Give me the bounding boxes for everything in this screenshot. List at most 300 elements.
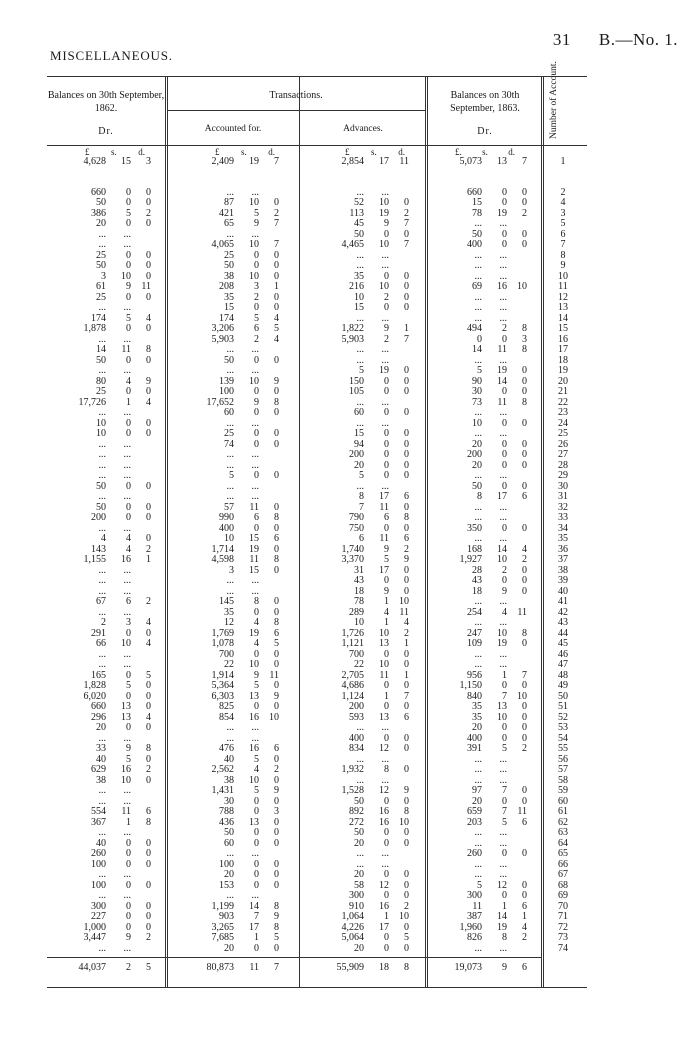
pence-value: 1 [146,554,151,565]
amount-cell [437,524,527,535]
amount-cell [61,807,151,818]
shillings-value: 4 [254,617,259,628]
shillings-value: 10 [249,774,259,786]
amount-cell [319,555,409,566]
shillings-value: 5 [254,312,259,324]
pounds-value: 30 [224,795,234,807]
shillings-value: 0 [384,459,389,471]
amount-cell [189,744,279,755]
amount-cell [61,555,151,566]
shillings-value: 0 [126,186,131,198]
account-number: 31 [558,491,568,502]
amount-cell [319,765,409,776]
amount-cell [61,692,151,703]
pence-value: 0 [274,438,279,450]
shillings-value: 16 [379,900,389,912]
pence-value: 6 [522,900,527,912]
pence-value: 0 [404,890,409,901]
pounds-value: 2,562 [211,764,234,775]
pounds-value: 4,226 [341,921,364,933]
shillings-value: 0 [384,837,389,849]
shillings-value: 0 [254,606,259,618]
shillings-value: 10 [379,281,389,292]
pence-value: 0 [146,197,151,208]
pence-value: 0 [404,302,409,313]
amount-cell [437,576,527,587]
pence-value: 0 [146,848,151,859]
shillings-value: 13 [379,711,389,723]
amount-cell [189,387,279,398]
shillings-value: 19 [249,627,259,639]
pounds-value: 1,431 [211,785,234,796]
pence-value: 0 [404,564,409,576]
pounds-value: 826 [467,932,482,943]
pence-value: 3 [274,806,279,817]
accounted-for-column [189,157,279,954]
pence-value: 0 [274,302,279,313]
shillings-value: 16 [249,711,259,723]
pounds-value: ... [356,480,364,492]
pounds-value: 5 [359,365,364,376]
shillings-value: 0 [502,239,507,250]
pounds-value: 43 [354,575,364,586]
pence-value: 0 [404,375,409,387]
amount-cell [437,251,527,262]
pence-value: 0 [522,365,527,376]
amount-cell [319,681,409,692]
amount-cell [189,345,279,356]
amount-cell [437,891,527,902]
pounds-value: 387 [467,911,482,922]
pence-value: 0 [146,428,151,439]
pence-value: 0 [274,659,279,670]
pence-value [131,240,151,251]
shillings-value: ... [381,753,389,765]
shillings-value: ... [381,249,389,261]
pence-value: 0 [404,743,409,754]
account-number: 18 [558,354,568,366]
pence-value: 0 [274,407,279,418]
pence-value: 0 [146,512,151,523]
units-1862: £ s. d. [85,147,145,157]
pence-value: 5 [274,638,279,649]
pence-value: 0 [146,921,151,933]
pence-value: 0 [404,438,409,450]
pounds-value: 20 [472,795,482,807]
pence-value: 0 [404,764,409,775]
shillings-value: ... [123,785,131,796]
amount-cell [61,786,151,797]
pence-value: 2 [146,207,151,219]
shillings-value: 0 [502,459,507,471]
account-number: 13 [558,302,568,313]
account-number: 5 [560,218,566,229]
pence-value: 5 [274,932,279,943]
account-number: 14 [558,312,568,324]
shillings-value: 10 [379,197,389,208]
pounds-value: 386 [91,207,106,219]
pounds-value: 50 [224,260,234,271]
pence-value: 0 [274,564,279,576]
shillings-value: 0 [384,701,389,712]
shillings-value: 5 [126,207,131,219]
amount-cell [61,681,151,692]
shillings-value: 19 [497,921,507,933]
amount-cell [61,408,151,419]
pounds-value: 1,878 [83,323,106,334]
shillings-value: 12 [379,785,389,796]
pence-value: 7 [522,156,527,167]
pence-value [131,891,151,902]
amount-cell [189,545,279,556]
pounds-value: 3,206 [211,323,234,334]
pence-value: 0 [404,795,409,807]
amount-cell [437,807,527,818]
pounds-value: ... [98,438,106,450]
account-number: 49 [558,680,568,691]
pounds-value: ... [98,795,106,807]
pounds-value: 14 [96,344,106,355]
shillings-value: 13 [121,701,131,712]
pounds-value: ... [226,186,234,198]
shillings-value: 0 [254,827,259,838]
pounds-value: 100 [91,858,106,870]
pounds-value: 87 [224,197,234,208]
pounds-value: ... [98,564,106,576]
amount-cell [437,923,527,934]
pounds-value: 97 [472,785,482,796]
shillings-value: 0 [502,795,507,807]
amount-cell [189,324,279,335]
amount-cell [319,755,409,766]
shillings-value: 14 [497,375,507,387]
pounds-value: ... [98,407,106,418]
pence-value: 8 [274,554,279,565]
pounds-value: 50 [96,197,106,208]
shillings-value: ... [123,564,131,576]
amount-cell [189,282,279,293]
pounds-value: 216 [349,281,364,292]
shillings-value: 0 [502,680,507,691]
shillings-value: ... [251,365,259,376]
shillings-value: ... [123,407,131,418]
pounds-value: 788 [219,806,234,817]
pounds-value: 50 [96,354,106,366]
amount-cell [437,303,527,314]
amount-cell [437,944,527,955]
pence-value: 1 [404,323,409,334]
pounds-value: 20 [354,942,364,954]
shillings-value: 0 [502,848,507,859]
shillings-value: ... [123,575,131,586]
pence-value: 10 [517,690,527,702]
pence-value: 6 [146,806,151,817]
pence-value: 0 [274,386,279,397]
amount-cell [437,849,527,860]
amount-cell [189,461,279,472]
amount-cell [189,660,279,671]
shillings-value: ... [251,449,259,460]
pounds-value: 20 [472,722,482,733]
account-number: 59 [558,785,568,796]
pence-value [507,219,527,230]
pence-value [507,293,527,304]
pence-value: 0 [404,680,409,691]
pounds-value: 956 [467,669,482,681]
shillings-value: ... [251,228,259,240]
pence-value: 0 [146,911,151,922]
pounds-value: 38 [224,774,234,786]
pounds-value: 109 [467,638,482,649]
pence-value [389,849,409,860]
pence-value: 3 [522,333,527,345]
pence-value [389,261,409,272]
pence-total: 7 [274,962,279,973]
account-number: 29 [558,470,568,481]
pounds-value: ... [474,512,482,523]
amount-cell [189,786,279,797]
pence-value: 11 [517,806,527,817]
pence-value [259,482,279,493]
amount-cell [437,639,527,650]
shillings-value: 6 [126,596,131,607]
pence-value: 10 [269,711,279,723]
shillings-value: ... [251,722,259,733]
account-number: 52 [558,711,568,723]
pence-value: 0 [522,711,527,723]
pence-value [131,366,151,377]
shillings-value: 0 [254,386,259,397]
shillings-value: 4 [254,764,259,775]
shillings-value: 7 [502,690,507,702]
amount-cell [189,576,279,587]
pence-value: 2 [146,596,151,607]
shillings-value: ... [123,795,131,807]
shillings-value: 0 [384,375,389,387]
pence-value: 6 [274,533,279,544]
shillings-value: 19 [249,156,259,167]
pounds-value: 5 [477,365,482,376]
pence-value: 2 [404,543,409,555]
amount-cell [189,755,279,766]
pounds-value: 17,652 [206,396,234,408]
shillings-value: 10 [497,627,507,639]
shillings-value: 1 [502,900,507,912]
account-number: 3 [560,207,566,219]
pence-value: 5 [274,323,279,334]
amount-cell [189,303,279,314]
amount-cell [437,870,527,881]
amount-cell [189,734,279,745]
shillings-value: 0 [254,354,259,366]
amount-cell [61,513,151,524]
amount-cell [189,555,279,566]
pence-value: 7 [404,218,409,229]
pence-value: 0 [146,701,151,712]
pounds-value: ... [98,785,106,796]
account-number: 20 [558,375,568,387]
amount-cell [319,723,409,734]
shillings-value: 0 [384,407,389,418]
shillings-value: 0 [126,690,131,702]
pounds-value: ... [98,827,106,838]
pence-value: 5 [146,669,151,681]
pence-value: 0 [404,428,409,439]
pounds-value: ... [474,354,482,366]
shillings-value: 7 [502,785,507,796]
amount-cell [319,398,409,409]
pence-value [507,303,527,314]
pence-value: 0 [146,774,151,786]
pence-value: 2 [146,543,151,555]
pence-value: 8 [522,323,527,334]
amount-cell [189,492,279,503]
pence-value [131,303,151,314]
pounds-value: 300 [91,900,106,912]
amount-cell [319,387,409,398]
pounds-value: 139 [219,375,234,387]
account-number: 22 [558,396,568,408]
pounds-value: 15 [472,197,482,208]
pounds-value: 165 [91,669,106,681]
shillings-value: 1 [384,690,389,702]
pounds-value: 80 [96,375,106,387]
pounds-value: 593 [349,711,364,723]
pounds-value: 38 [96,774,106,786]
amount-cell [61,272,151,283]
amount-cell [319,902,409,913]
page-number: 31 [552,30,571,49]
page-number-line [525,30,678,50]
shillings-value: 0 [254,869,259,880]
account-number: 35 [558,533,568,544]
account-number: 72 [558,921,568,933]
shillings-value: 13 [379,638,389,649]
pounds-value: 4,465 [341,239,364,250]
pence-value [507,597,527,608]
amount-cell [61,261,151,272]
pounds-value: 476 [219,743,234,754]
shillings-value: ... [123,470,131,481]
amount-cell [61,314,151,325]
account-number: 4 [560,197,566,208]
shillings-value: 0 [126,921,131,933]
pounds-value: 400 [219,522,234,534]
total-adv [319,962,409,973]
amount-cell [319,671,409,682]
amount-cell [319,650,409,661]
pounds-value: ... [98,606,106,618]
shillings-value: 1 [254,932,259,943]
pounds-value: ... [474,218,482,229]
pence-value: 4 [146,312,151,324]
pounds-value: ... [474,428,482,439]
shillings-value: ... [381,354,389,366]
pence-value: 0 [522,197,527,208]
amount-cell [189,860,279,871]
amount-cell [319,272,409,283]
totals-rule [47,957,541,958]
shillings-value: ... [499,753,507,765]
pence-value: 11 [399,156,409,167]
amount-cell [437,860,527,871]
shillings-value: 5 [254,207,259,219]
pence-value [131,650,151,661]
pounds-value: 15 [354,428,364,439]
pence-value: 0 [274,879,279,891]
pence-value [131,440,151,451]
pence-value: 0 [274,249,279,261]
amount-cell [437,786,527,797]
pounds-total: 55,909 [336,962,364,973]
pence-value: 0 [522,585,527,597]
shillings-value: 0 [502,438,507,450]
pounds-value: ... [98,470,106,481]
pence-value: 6 [274,743,279,754]
account-number: 70 [558,900,568,912]
amount-cell [319,587,409,598]
amount-cell [189,881,279,892]
pence-value: 0 [404,270,409,282]
shillings-value: 13 [249,816,259,828]
pounds-value: 150 [349,375,364,387]
pounds-value: 12 [224,617,234,628]
shillings-value: 10 [379,239,389,250]
header-rule [47,145,587,146]
pence-value: 9 [274,911,279,922]
amount-cell [189,450,279,461]
shillings-value: 0 [254,260,259,271]
pounds-value: 10 [96,428,106,439]
pence-value: 4 [522,921,527,933]
shillings-value: 0 [384,270,389,282]
shillings-value: 0 [126,417,131,429]
pence-value: 7 [274,239,279,250]
amount-cell [319,219,409,230]
shillings-value: 4 [384,606,389,618]
shillings-value: 10 [121,270,131,282]
pounds-value: 629 [91,764,106,775]
amount-cell [61,240,151,251]
amount-cell [319,545,409,556]
account-number: 21 [558,386,568,397]
amount-cell [189,912,279,923]
account-number: 45 [558,638,568,649]
amount-cell [319,408,409,419]
shillings-value: 0 [384,470,389,481]
pounds-value: ... [356,354,364,366]
amount-cell [189,251,279,262]
shillings-value: 13 [121,711,131,723]
pounds-value: ... [474,407,482,418]
pounds-value: 22 [224,659,234,670]
shillings-value: 0 [254,795,259,807]
amount-cell [437,671,527,682]
pence-value: 11 [399,606,409,618]
amount-cell [189,482,279,493]
pounds-value: 5,903 [211,333,234,345]
pounds-value: 200 [349,701,364,712]
amount-cell [319,482,409,493]
account-number: 7 [560,239,566,250]
amount-cell [61,419,151,430]
pounds-value: ... [98,522,106,534]
amount-cell [319,639,409,650]
shillings-value: 0 [502,386,507,397]
shillings-value: 10 [249,239,259,250]
shillings-value: ... [123,659,131,670]
amount-cell [189,503,279,514]
